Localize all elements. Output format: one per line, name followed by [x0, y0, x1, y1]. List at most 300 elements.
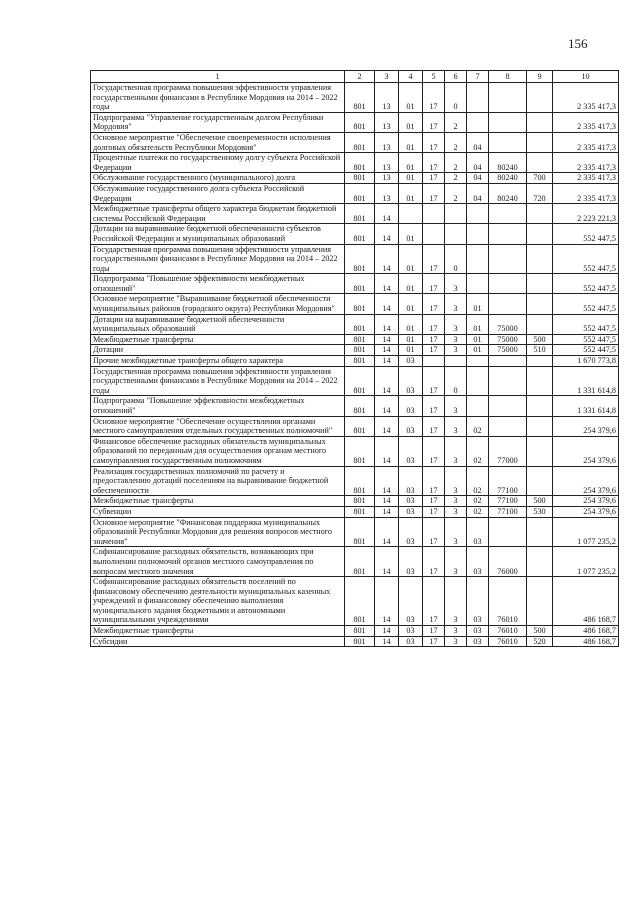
pr-cell: 01	[399, 173, 423, 184]
prog-cell: 17	[423, 577, 445, 626]
row-name-cell: Межбюджетные трансферты общего характера бюджетам бюджетной системы Российской Федерации	[91, 204, 345, 224]
table-row	[91, 314, 619, 334]
vr-cell	[527, 274, 553, 294]
event-cell: 04	[467, 173, 489, 184]
column-header: 6	[445, 71, 467, 83]
table-row	[91, 244, 619, 274]
prog-cell: 17	[423, 112, 445, 132]
vr-cell	[527, 204, 553, 224]
column-header: 4	[399, 71, 423, 83]
rz-cell: 13	[375, 153, 399, 173]
pr-cell: 03	[399, 356, 423, 367]
subprog-cell: 0	[445, 366, 467, 396]
direction-cell	[489, 244, 527, 274]
row-name-cell: Софинансирование расходных обязательств поселений по финансовому обеспечению деятельности муниципальных казенных учреждений и финансовому обеспечению выполнения муниципального задания бюджетными и автономными муниципальными учреждениями	[91, 577, 345, 626]
event-cell: 01	[467, 314, 489, 334]
prog-cell: 17	[423, 436, 445, 466]
pr-cell: 01	[399, 244, 423, 274]
subprog-cell	[445, 204, 467, 224]
rz-cell: 14	[375, 274, 399, 294]
row-name-cell: Основное мероприятие "Обеспечение своевременности исполнения долговых обязательств Республики Мордовия"	[91, 132, 345, 152]
rz-cell: 14	[375, 517, 399, 547]
amount-cell: 2 223 221,3	[553, 204, 619, 224]
pr-cell: 01	[399, 112, 423, 132]
row-name-cell: Межбюджетные трансферты	[91, 626, 345, 637]
amount-cell: 2 335 417,3	[553, 173, 619, 184]
vr-cell	[527, 356, 553, 367]
amount-cell: 254 379,6	[553, 466, 619, 496]
rz-cell: 14	[375, 396, 399, 416]
prog-cell	[423, 356, 445, 367]
prog-cell: 17	[423, 547, 445, 577]
rz-cell: 13	[375, 173, 399, 184]
amount-cell: 552 447,5	[553, 334, 619, 345]
subprog-cell: 3	[445, 294, 467, 314]
pr-cell: 03	[399, 496, 423, 507]
row-name-cell: Дотации	[91, 345, 345, 356]
gr-cell: 801	[345, 345, 375, 356]
table-row	[91, 183, 619, 203]
prog-cell: 17	[423, 183, 445, 203]
prog-cell: 17	[423, 466, 445, 496]
subprog-cell: 3	[445, 334, 467, 345]
event-cell	[467, 204, 489, 224]
gr-cell: 801	[345, 636, 375, 647]
row-name-cell: Прочие межбюджетные трансферты общего характера	[91, 356, 345, 367]
rz-cell: 14	[375, 466, 399, 496]
gr-cell: 801	[345, 506, 375, 517]
vr-cell	[527, 547, 553, 577]
table-row	[91, 204, 619, 224]
row-name-cell: Основное мероприятие "Финансовая поддержка муниципальных образований Республики Мордовия для решения вопросов местного значения"	[91, 517, 345, 547]
table-row	[91, 506, 619, 517]
subprog-cell: 2	[445, 153, 467, 173]
event-cell	[467, 83, 489, 113]
table-row	[91, 153, 619, 173]
rz-cell: 14	[375, 436, 399, 466]
amount-cell: 2 335 417,3	[553, 112, 619, 132]
vr-cell	[527, 244, 553, 274]
table-row	[91, 274, 619, 294]
amount-cell: 552 447,5	[553, 345, 619, 356]
vr-cell	[527, 224, 553, 244]
rz-cell: 14	[375, 496, 399, 507]
gr-cell: 801	[345, 366, 375, 396]
gr-cell: 801	[345, 314, 375, 334]
subprog-cell: 3	[445, 314, 467, 334]
row-name-cell: Софинансирование расходных обязательств, возникающих при выполнении полномочий органов местного самоуправления по вопросам местного значения	[91, 547, 345, 577]
direction-cell: 76010	[489, 577, 527, 626]
vr-cell: 500	[527, 496, 553, 507]
subprog-cell: 2	[445, 132, 467, 152]
subprog-cell: 3	[445, 496, 467, 507]
rz-cell: 13	[375, 183, 399, 203]
subprog-cell: 3	[445, 547, 467, 577]
subprog-cell: 0	[445, 244, 467, 274]
direction-cell	[489, 396, 527, 416]
row-name-cell: Государственная программа повышения эффективности управления государственными финансами в Республике Мордовия на 2014 – 2022 годы	[91, 244, 345, 274]
amount-cell: 1 331 614,8	[553, 396, 619, 416]
rz-cell: 13	[375, 83, 399, 113]
rz-cell: 14	[375, 244, 399, 274]
amount-cell: 254 379,6	[553, 506, 619, 517]
table-row	[91, 496, 619, 507]
vr-cell	[527, 83, 553, 113]
pr-cell: 03	[399, 466, 423, 496]
table-row	[91, 577, 619, 626]
event-cell: 03	[467, 636, 489, 647]
prog-cell: 17	[423, 345, 445, 356]
vr-cell: 700	[527, 173, 553, 184]
direction-cell: 77000	[489, 436, 527, 466]
table-row	[91, 366, 619, 396]
vr-cell: 500	[527, 334, 553, 345]
prog-cell: 17	[423, 517, 445, 547]
gr-cell: 801	[345, 356, 375, 367]
rz-cell: 14	[375, 577, 399, 626]
gr-cell: 801	[345, 183, 375, 203]
row-name-cell: Межбюджетные трансферты	[91, 496, 345, 507]
direction-cell	[489, 416, 527, 436]
direction-cell	[489, 132, 527, 152]
pr-cell: 01	[399, 294, 423, 314]
event-cell: 02	[467, 506, 489, 517]
amount-cell: 254 379,6	[553, 496, 619, 507]
page-number: 156	[568, 36, 588, 51]
event-cell: 02	[467, 416, 489, 436]
subprog-cell: 3	[445, 506, 467, 517]
row-name-cell: Субвенции	[91, 506, 345, 517]
row-name-cell: Основное мероприятие "Выравнивание бюджетной обеспеченности муниципальных районов (городского округа) Республики Мордовия"	[91, 294, 345, 314]
table-row	[91, 294, 619, 314]
table-row	[91, 626, 619, 637]
row-name-cell: Процентные платежи по государственному долгу субъекта Российской Федерации	[91, 153, 345, 173]
subprog-cell	[445, 224, 467, 244]
rz-cell: 14	[375, 345, 399, 356]
pr-cell: 01	[399, 314, 423, 334]
event-cell: 03	[467, 626, 489, 637]
amount-cell: 1 077 235,2	[553, 517, 619, 547]
direction-cell: 76010	[489, 626, 527, 637]
direction-cell	[489, 224, 527, 244]
amount-cell: 254 379,6	[553, 416, 619, 436]
pr-cell	[399, 204, 423, 224]
amount-cell: 2 335 417,3	[553, 83, 619, 113]
amount-cell: 486 168,7	[553, 577, 619, 626]
amount-cell: 254 379,6	[553, 436, 619, 466]
row-name-cell: Государственная программа повышения эффективности управления государственными финансами в Республике Мордовия на 2014 – 2022 годы	[91, 366, 345, 396]
row-name-cell: Подпрограмма "Управление государственным долгом Республики Мордовия"	[91, 112, 345, 132]
subprog-cell: 3	[445, 517, 467, 547]
event-cell	[467, 366, 489, 396]
event-cell: 03	[467, 517, 489, 547]
event-cell: 04	[467, 153, 489, 173]
subprog-cell: 3	[445, 274, 467, 294]
prog-cell: 17	[423, 334, 445, 345]
rz-cell: 14	[375, 416, 399, 436]
pr-cell: 01	[399, 132, 423, 152]
vr-cell	[527, 416, 553, 436]
amount-cell: 486 168,7	[553, 626, 619, 637]
row-name-cell: Финансовое обеспечение расходных обязательств муниципальных образований по переданным для осуществления органам местного самоуправления государственным полномочиям	[91, 436, 345, 466]
row-name-cell: Государственная программа повышения эффективности управления государственными финансами в Республике Мордовия на 2014 – 2022 годы	[91, 83, 345, 113]
pr-cell: 01	[399, 83, 423, 113]
vr-cell	[527, 153, 553, 173]
pr-cell: 03	[399, 636, 423, 647]
direction-cell	[489, 274, 527, 294]
vr-cell: 510	[527, 345, 553, 356]
amount-cell: 552 447,5	[553, 314, 619, 334]
gr-cell: 801	[345, 132, 375, 152]
subprog-cell: 0	[445, 83, 467, 113]
direction-cell	[489, 83, 527, 113]
event-cell: 02	[467, 436, 489, 466]
prog-cell: 17	[423, 506, 445, 517]
amount-cell: 552 447,5	[553, 294, 619, 314]
pr-cell: 03	[399, 547, 423, 577]
amount-cell: 1 077 235,2	[553, 547, 619, 577]
table-row	[91, 173, 619, 184]
vr-cell	[527, 132, 553, 152]
direction-cell	[489, 204, 527, 224]
subprog-cell: 2	[445, 183, 467, 203]
column-header: 2	[345, 71, 375, 83]
event-cell: 02	[467, 496, 489, 507]
pr-cell: 03	[399, 626, 423, 637]
vr-cell	[527, 396, 553, 416]
pr-cell: 01	[399, 224, 423, 244]
rz-cell: 14	[375, 356, 399, 367]
direction-cell	[489, 366, 527, 396]
gr-cell: 801	[345, 626, 375, 637]
subprog-cell: 3	[445, 396, 467, 416]
gr-cell: 801	[345, 334, 375, 345]
table-row	[91, 547, 619, 577]
direction-cell: 76000	[489, 547, 527, 577]
event-cell: 01	[467, 345, 489, 356]
event-cell: 03	[467, 547, 489, 577]
gr-cell: 801	[345, 294, 375, 314]
direction-cell: 75000	[489, 345, 527, 356]
prog-cell: 17	[423, 496, 445, 507]
gr-cell: 801	[345, 466, 375, 496]
vr-cell: 530	[527, 506, 553, 517]
direction-cell: 75000	[489, 314, 527, 334]
prog-cell: 17	[423, 314, 445, 334]
table-row	[91, 466, 619, 496]
rz-cell: 14	[375, 547, 399, 577]
prog-cell: 17	[423, 83, 445, 113]
column-header: 9	[527, 71, 553, 83]
rz-cell: 14	[375, 366, 399, 396]
direction-cell	[489, 112, 527, 132]
event-cell	[467, 224, 489, 244]
direction-cell: 77100	[489, 466, 527, 496]
vr-cell	[527, 294, 553, 314]
event-cell: 04	[467, 183, 489, 203]
vr-cell	[527, 366, 553, 396]
row-name-cell: Обслуживание государственного (муниципального) долга	[91, 173, 345, 184]
table-row	[91, 83, 619, 113]
direction-cell: 80240	[489, 183, 527, 203]
column-header: 8	[489, 71, 527, 83]
pr-cell: 01	[399, 153, 423, 173]
subprog-cell	[445, 356, 467, 367]
table-header-row	[91, 71, 619, 83]
direction-cell: 77100	[489, 496, 527, 507]
direction-cell	[489, 294, 527, 314]
row-name-cell: Подпрограмма "Повышение эффективности межбюджетных отношений"	[91, 396, 345, 416]
amount-cell: 1 670 773,8	[553, 356, 619, 367]
row-name-cell: Межбюджетные трансферты	[91, 334, 345, 345]
vr-cell: 500	[527, 626, 553, 637]
prog-cell: 17	[423, 132, 445, 152]
gr-cell: 801	[345, 577, 375, 626]
vr-cell: 520	[527, 636, 553, 647]
vr-cell: 720	[527, 183, 553, 203]
table-row	[91, 132, 619, 152]
column-header: 7	[467, 71, 489, 83]
pr-cell: 03	[399, 577, 423, 626]
vr-cell	[527, 577, 553, 626]
prog-cell: 17	[423, 244, 445, 274]
direction-cell: 80240	[489, 173, 527, 184]
direction-cell: 76010	[489, 636, 527, 647]
table-row	[91, 334, 619, 345]
event-cell	[467, 244, 489, 274]
table-row	[91, 416, 619, 436]
event-cell: 04	[467, 132, 489, 152]
event-cell: 01	[467, 294, 489, 314]
event-cell: 01	[467, 334, 489, 345]
event-cell	[467, 274, 489, 294]
gr-cell: 801	[345, 204, 375, 224]
table-row	[91, 396, 619, 416]
table-row	[91, 112, 619, 132]
pr-cell: 03	[399, 436, 423, 466]
pr-cell: 03	[399, 366, 423, 396]
vr-cell	[527, 466, 553, 496]
row-name-cell: Дотации на выравнивание бюджетной обеспеченности муниципальных образований	[91, 314, 345, 334]
rz-cell: 14	[375, 506, 399, 517]
rz-cell: 14	[375, 224, 399, 244]
row-name-cell: Дотации на выравнивание бюджетной обеспеченности субъектов Российской Федерации и муниципальных образований	[91, 224, 345, 244]
rz-cell: 14	[375, 204, 399, 224]
gr-cell: 801	[345, 173, 375, 184]
gr-cell: 801	[345, 436, 375, 466]
table-row	[91, 224, 619, 244]
subprog-cell: 2	[445, 112, 467, 132]
gr-cell: 801	[345, 224, 375, 244]
gr-cell: 801	[345, 153, 375, 173]
event-cell	[467, 112, 489, 132]
pr-cell: 01	[399, 345, 423, 356]
subprog-cell: 3	[445, 636, 467, 647]
vr-cell	[527, 314, 553, 334]
rz-cell: 14	[375, 314, 399, 334]
pr-cell: 01	[399, 334, 423, 345]
table-row	[91, 636, 619, 647]
prog-cell: 17	[423, 396, 445, 416]
pr-cell: 03	[399, 396, 423, 416]
prog-cell: 17	[423, 153, 445, 173]
amount-cell: 2 335 417,3	[553, 132, 619, 152]
event-cell: 02	[467, 466, 489, 496]
event-cell	[467, 396, 489, 416]
row-name-cell: Реализация государственных полномочий по расчету и предоставлению дотаций поселениям на выравнивание бюджетной обеспеченности	[91, 466, 345, 496]
budget-table	[90, 70, 619, 647]
vr-cell	[527, 517, 553, 547]
gr-cell: 801	[345, 83, 375, 113]
vr-cell	[527, 436, 553, 466]
amount-cell: 1 331 614,8	[553, 366, 619, 396]
subprog-cell: 3	[445, 626, 467, 637]
row-name-cell: Субсидии	[91, 636, 345, 647]
table-row	[91, 517, 619, 547]
row-name-cell: Обслуживание государственного долга субъекта Российской Федерации	[91, 183, 345, 203]
vr-cell	[527, 112, 553, 132]
gr-cell: 801	[345, 517, 375, 547]
pr-cell: 01	[399, 183, 423, 203]
direction-cell	[489, 517, 527, 547]
pr-cell: 01	[399, 274, 423, 294]
direction-cell	[489, 356, 527, 367]
amount-cell: 2 335 417,3	[553, 183, 619, 203]
subprog-cell: 3	[445, 345, 467, 356]
direction-cell: 77100	[489, 506, 527, 517]
prog-cell: 17	[423, 626, 445, 637]
direction-cell: 80240	[489, 153, 527, 173]
gr-cell: 801	[345, 244, 375, 274]
table-row	[91, 356, 619, 367]
event-cell: 03	[467, 577, 489, 626]
rz-cell: 14	[375, 626, 399, 637]
prog-cell: 17	[423, 173, 445, 184]
table-row	[91, 436, 619, 466]
table-row	[91, 345, 619, 356]
rz-cell: 13	[375, 132, 399, 152]
amount-cell: 552 447,5	[553, 244, 619, 274]
prog-cell: 17	[423, 416, 445, 436]
column-header: 3	[375, 71, 399, 83]
pr-cell: 03	[399, 506, 423, 517]
rz-cell: 14	[375, 294, 399, 314]
column-header: 5	[423, 71, 445, 83]
amount-cell: 2 335 417,3	[553, 153, 619, 173]
prog-cell: 17	[423, 294, 445, 314]
column-header: 10	[553, 71, 619, 83]
event-cell	[467, 356, 489, 367]
gr-cell: 801	[345, 274, 375, 294]
row-name-cell: Подпрограмма "Повышение эффективности межбюджетных отношений"	[91, 274, 345, 294]
rz-cell: 14	[375, 334, 399, 345]
direction-cell: 75000	[489, 334, 527, 345]
prog-cell	[423, 224, 445, 244]
gr-cell: 801	[345, 547, 375, 577]
subprog-cell: 3	[445, 466, 467, 496]
rz-cell: 13	[375, 112, 399, 132]
gr-cell: 801	[345, 416, 375, 436]
gr-cell: 801	[345, 496, 375, 507]
subprog-cell: 2	[445, 173, 467, 184]
prog-cell	[423, 204, 445, 224]
row-name-cell: Основное мероприятие "Обеспечение осуществления органами местного самоуправления отдельных государственных полномочий"	[91, 416, 345, 436]
gr-cell: 801	[345, 396, 375, 416]
subprog-cell: 3	[445, 577, 467, 626]
subprog-cell: 3	[445, 416, 467, 436]
rz-cell: 14	[375, 636, 399, 647]
amount-cell: 486 168,7	[553, 636, 619, 647]
